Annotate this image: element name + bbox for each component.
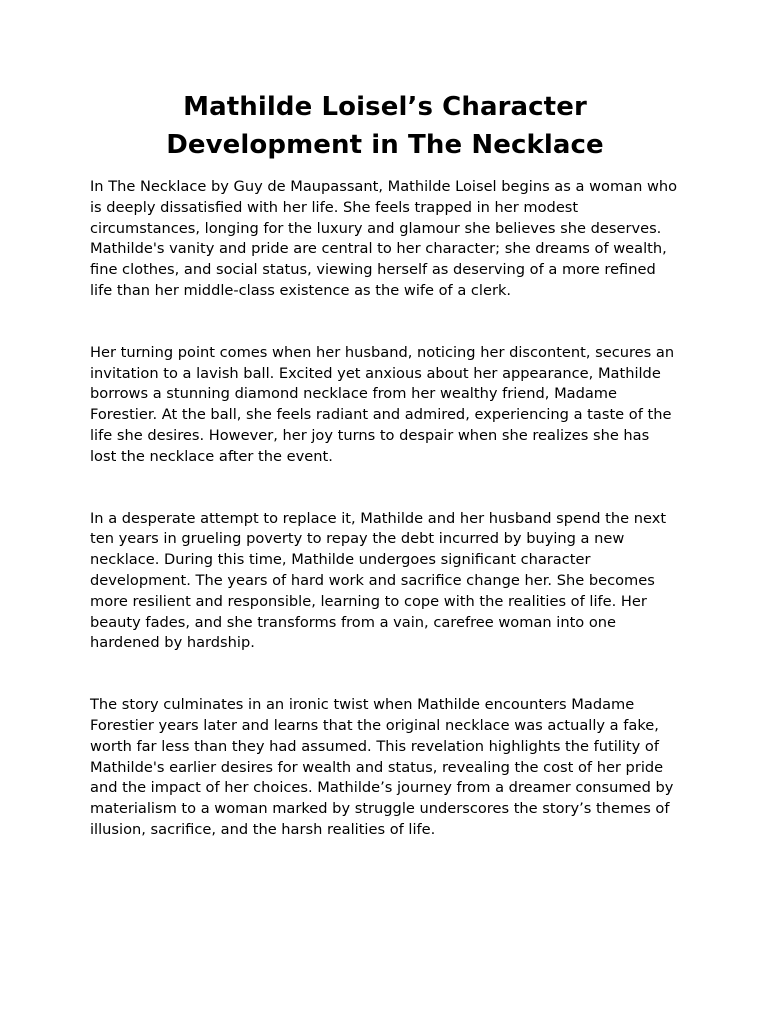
paragraph-1: In The Necklace by Guy de Maupassant, Mathilde Loisel begins as a woman who is deeply dissatisfied with her life. She feels trapped in her modest circumstances, longing for the luxury and glamour she believes she deserves. Mathilde's vanity and pride are central to her character; she dreams of wealth, fine clothes, and social status, viewing herself as deserving of a more refined life than her middle-class existence as the wife of a clerk. [90, 178, 678, 299]
paragraph-2: Her turning point comes when her husband, noticing her discontent, secures an invitation to a lavish ball. Excited yet anxious about her appearance, Mathilde borrows a stunning diamond necklace from her wealthy friend, Madame Forestier. At the ball, she feels radiant and admired, experiencing a taste of the life she desires. However, her joy turns to despair when she realizes she has lost the necklace after the event. [90, 343, 675, 465]
paragraph-4: The story culminates in an ironic twist when Mathilde encounters Madame Forestier years later and learns that the original necklace was actually a fake, worth far less than they had assumed. This revelation highlights the futility of Mathilde's earlier desires for wealth and status, revealing the cost of her pride and the impact of her choices. Mathilde’s journey from a dreamer consumed by materialism to a woman marked by struggle underscores the story’s themes of illusion, sacrifice, and the harsh realities of life. [90, 696, 674, 838]
document-page [90, 88, 680, 841]
document-title: Mathilde Loisel’s Character Development in The Necklace [166, 92, 604, 160]
paragraph-3: In a desperate attempt to replace it, Mathilde and her husband spend the next ten years in grueling poverty to repay the debt incurred by buying a new necklace. During this time, Mathilde undergoes significant character development. The years of hard work and sacrifice change her. She becomes more resilient and responsible, learning to cope with the realities of life. Her beauty fades, and she transforms from a vain, carefree woman into one hardened by hardship. [90, 509, 667, 652]
